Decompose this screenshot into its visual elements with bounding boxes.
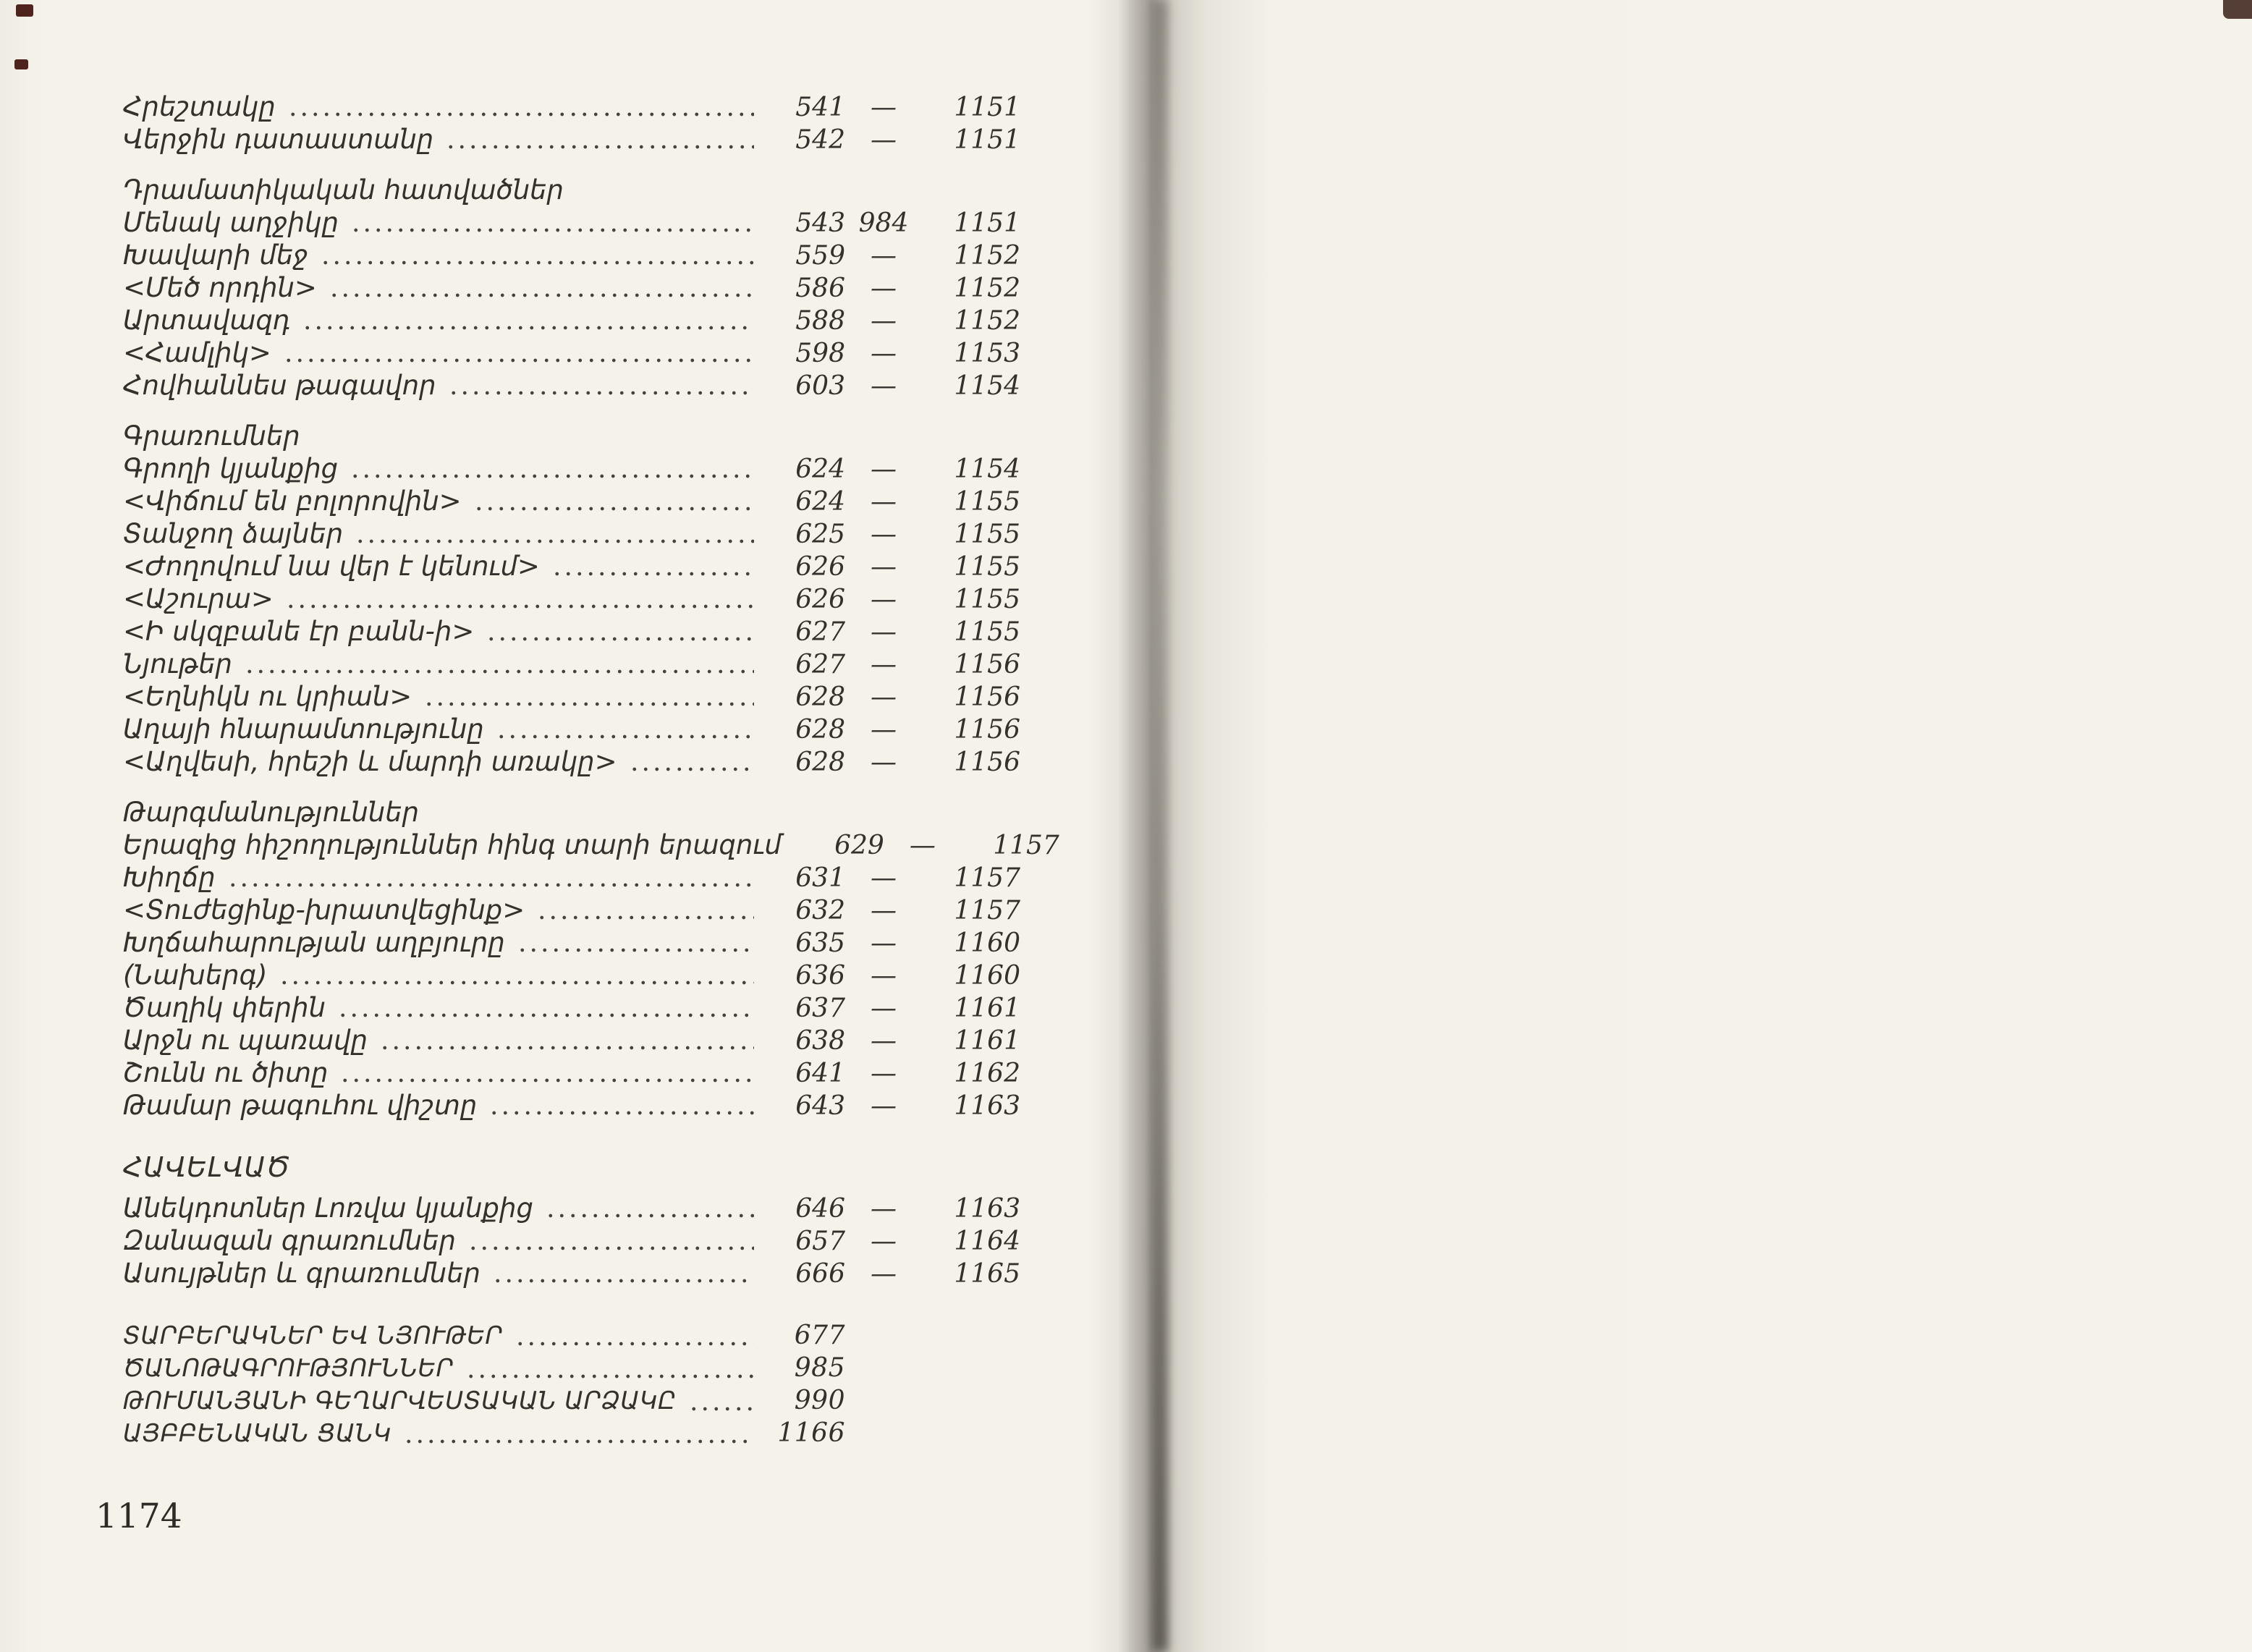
book-gutter-shadow-core [1152, 0, 1168, 1652]
toc-list [123, 91, 1059, 1451]
toc-notes-page-number: 1157 [954, 896, 1020, 925]
toc-entry [123, 583, 1020, 616]
toc-page-number: 646 [795, 1194, 845, 1224]
toc-page-number: 637 [795, 994, 845, 1023]
toc-page-number: 542 [795, 125, 845, 155]
toc-entry-title: Թամար թագուհու վիշտը [123, 1090, 478, 1121]
dot-leader [517, 943, 754, 954]
toc-volume-page-number: — [871, 125, 897, 155]
toc-volume-page-number: — [871, 1026, 897, 1056]
dot-leader [227, 878, 754, 889]
toc-volume-page-number: — [871, 1091, 897, 1121]
toc-volume-page-number: — [871, 1194, 897, 1224]
toc-notes-page-number: 1151 [954, 208, 1020, 238]
toc-entry-title: Արտավազդ [123, 305, 291, 336]
dot-leader [320, 255, 754, 267]
toc-notes-page-number: 1155 [954, 487, 1020, 517]
dot-leader [285, 599, 754, 611]
corner-mark [14, 59, 28, 69]
toc-entry-title: Մենակ աղջիկը [123, 207, 339, 238]
toc-notes-page-number: 1163 [954, 1194, 1020, 1224]
toc-entry [123, 681, 1020, 713]
toc-notes-page-number: 1155 [954, 585, 1020, 614]
toc-notes-page-number: 1156 [954, 650, 1020, 679]
dot-leader [445, 140, 754, 151]
toc-entry-title: Արջն ու պառավը [123, 1025, 368, 1056]
toc-entry [123, 648, 1020, 681]
toc-entry-title: <Ժողովում նա վեր է կենում> [123, 551, 540, 582]
toc-volume-page-number: 984 [858, 208, 909, 238]
toc-page-number: 626 [795, 585, 845, 614]
page-number: 1174 [96, 1496, 182, 1536]
toc-page-number: 677 [794, 1321, 845, 1350]
dot-leader [496, 729, 754, 741]
toc-entry-title: <Համլիկ> [123, 337, 271, 368]
toc-notes-page-number: 1154 [954, 454, 1020, 484]
toc-notes-page-number: 1156 [954, 715, 1020, 745]
toc-volume-page-number: — [871, 896, 897, 925]
toc-entry [123, 1386, 1020, 1418]
toc-page-number: 628 [795, 715, 845, 745]
toc-volume-page-number: — [871, 487, 897, 517]
toc-page-number: 985 [794, 1353, 845, 1383]
toc-volume-page-number: — [871, 994, 897, 1023]
toc-volume-page-number: — [871, 241, 897, 271]
toc-entry [123, 370, 1020, 402]
toc-page-number: 638 [795, 1026, 845, 1056]
toc-entry-title: Դրամատիկական հատվածներ [123, 174, 564, 206]
toc-entry [123, 1353, 1020, 1386]
dot-leader [337, 1008, 754, 1020]
dot-leader [350, 223, 754, 234]
toc-entry-title: Հրեշտակը [123, 91, 276, 122]
dot-leader [244, 664, 754, 676]
toc-volume-page-number: — [871, 306, 897, 336]
toc-entry-title: <Աղվեսի, հրեշի և մարդի առակը> [123, 746, 617, 777]
toc-notes-page-number: 1155 [954, 552, 1020, 582]
dot-leader [379, 1041, 754, 1052]
toc-entry [123, 829, 1059, 862]
toc-volume-page-number: — [871, 863, 897, 893]
toc-entry-title: <Եղնիկն ու կրիան> [123, 681, 412, 712]
toc-notes-page-number: 1161 [954, 1026, 1020, 1056]
toc-entry-title: <Աշուրա> [123, 583, 274, 614]
toc-volume-page-number: — [871, 961, 897, 991]
toc-entry [123, 272, 1020, 305]
toc-notes-page-number: 1151 [954, 93, 1020, 122]
toc-page-number: 636 [795, 961, 845, 991]
toc-page-number: 541 [795, 93, 845, 122]
toc-page-number: 625 [795, 520, 845, 549]
dot-leader [448, 386, 754, 397]
toc-entry-title: Երազից հիշողություններ հինգ տարի երազում [123, 829, 782, 860]
toc-page-number: 586 [795, 274, 845, 303]
toc-notes-page-number: 1162 [954, 1059, 1020, 1088]
toc-entry [123, 862, 1020, 894]
toc-entry-title: Խավարի մեջ [123, 240, 308, 271]
toc-page-number: 628 [795, 747, 845, 777]
dot-leader [423, 697, 754, 708]
toc-volume-page-number: — [871, 1059, 897, 1088]
toc-volume-page-number: — [871, 650, 897, 679]
toc-entry [123, 927, 1020, 960]
toc-entry-title: Խղճահարության աղբյուրը [123, 927, 505, 958]
toc-page-number: 543 [795, 208, 845, 238]
toc-entry-title: Աղայի հնարամտությունը [123, 713, 484, 745]
toc-volume-page-number: — [871, 339, 897, 368]
toc-entry-title: <Մեծ որդին> [123, 272, 317, 303]
toc-entry [123, 1258, 1020, 1290]
dot-leader [488, 1106, 754, 1117]
toc-page-number: 598 [795, 339, 845, 368]
toc-entry [123, 1193, 1020, 1225]
toc-volume-page-number: — [871, 715, 897, 745]
toc-entry-title: <Տուժեցինք-խրատվեցինք> [123, 894, 525, 925]
toc-entry [123, 746, 1020, 779]
dot-leader [403, 1434, 754, 1446]
toc-notes-page-number: 1157 [954, 863, 1020, 893]
dot-leader [515, 1337, 754, 1348]
toc-page-number: 635 [795, 928, 845, 958]
toc-notes-page-number: 1152 [954, 306, 1020, 336]
toc-volume-page-number: — [871, 585, 897, 614]
toc-entry [123, 518, 1020, 551]
dot-leader [486, 632, 754, 643]
toc-page-number: 990 [794, 1386, 845, 1415]
toc-notes-page-number: 1160 [954, 961, 1020, 991]
toc-entry [123, 91, 1020, 124]
toc-entry-title: <Վիճում են բոլորովին> [123, 486, 462, 517]
toc-entry-title: Գրառումներ [123, 420, 300, 452]
toc-section-heading [123, 420, 1020, 453]
toc-section-heading [123, 797, 1020, 829]
toc-page-number: 657 [795, 1227, 845, 1256]
toc-page-number: 588 [795, 306, 845, 336]
dot-leader [688, 1402, 754, 1413]
dot-leader [355, 534, 754, 546]
toc-notes-page-number: 1157 [993, 831, 1059, 860]
toc-entry [123, 992, 1020, 1025]
toc-entry-title: Տանջող ձայներ [123, 518, 344, 549]
book-gutter-shadow [1089, 0, 1277, 1652]
dot-leader [545, 1208, 754, 1220]
toc-page-number: 643 [795, 1091, 845, 1121]
toc-notes-page-number: 1164 [954, 1227, 1020, 1256]
toc-volume-page-number: — [871, 454, 897, 484]
dot-leader [465, 1369, 754, 1381]
toc-volume-page-number: — [871, 928, 897, 958]
toc-page-number: 629 [834, 831, 884, 860]
toc-page-number: 603 [795, 371, 845, 401]
toc-entry [123, 894, 1020, 927]
toc-entry-title: Խիղճը [123, 862, 216, 893]
toc-page-number: 627 [795, 650, 845, 679]
toc-entry-title: ՀԱՎԵԼՎԱԾ [123, 1151, 291, 1183]
toc-volume-page-number: — [909, 831, 936, 860]
dot-leader [339, 1073, 754, 1085]
toc-entry [123, 453, 1020, 486]
toc-entry [123, 305, 1020, 337]
dot-leader [536, 910, 754, 922]
toc-entry-title: ՏԱՐԲԵՐԱԿՆԵՐ ԵՎ ՆՅՈՒԹԵՐ [123, 1321, 503, 1350]
toc-volume-page-number: — [871, 1227, 897, 1256]
toc-entry [123, 240, 1020, 272]
toc-notes-page-number: 1153 [954, 339, 1020, 368]
toc-notes-page-number: 1155 [954, 617, 1020, 647]
toc-notes-page-number: 1161 [954, 994, 1020, 1023]
toc-volume-page-number: — [871, 274, 897, 303]
dot-leader [473, 501, 754, 513]
toc-entry [123, 124, 1020, 156]
toc-entry-title: ԾԱՆՈԹԱԳՐՈՒԹՅՈՒՆՆԵՐ [123, 1354, 454, 1383]
toc-entry [123, 960, 1020, 992]
dot-leader [350, 469, 754, 480]
toc-entry-title: ԹՈՒՄԱՆՅԱՆԻ ԳԵՂԱՐՎԵՍՏԱԿԱՆ ԱՐՁԱԿԸ [123, 1386, 677, 1415]
toc-entry-title: Ասույթներ և գրառումներ [123, 1258, 481, 1289]
toc-notes-page-number: 1154 [954, 371, 1020, 401]
toc-notes-page-number: 1151 [954, 125, 1020, 155]
toc-entry [123, 551, 1020, 583]
toc-page-number: 641 [795, 1059, 845, 1088]
toc-entry-title: (Նախերգ) [123, 960, 268, 991]
toc-entry [123, 713, 1020, 746]
toc-notes-page-number: 1152 [954, 241, 1020, 271]
toc-volume-page-number: — [871, 93, 897, 122]
toc-entry [123, 1321, 1020, 1353]
toc-volume-page-number: — [871, 1259, 897, 1289]
toc-page-number: 559 [795, 241, 845, 271]
toc-volume-page-number: — [871, 617, 897, 647]
toc-entry [123, 486, 1020, 518]
toc-entry [123, 616, 1020, 648]
toc-page-number: 626 [795, 552, 845, 582]
toc-volume-page-number: — [871, 682, 897, 712]
toc-page-number: 631 [795, 863, 845, 893]
dot-leader [492, 1274, 754, 1285]
toc-notes-page-number: 1152 [954, 274, 1020, 303]
toc-notes-page-number: 1160 [954, 928, 1020, 958]
toc-page-number: 1166 [777, 1418, 845, 1448]
toc-entry-title: <Ի սկզբանե էր բանն-ի> [123, 616, 475, 647]
toc-volume-page-number: — [871, 747, 897, 777]
toc-entry-title: Շունն ու ծիտը [123, 1057, 329, 1088]
toc-entry [123, 1090, 1020, 1122]
corner-mark [2223, 0, 2252, 19]
toc-page-number: 628 [795, 682, 845, 712]
toc-volume-page-number: — [871, 520, 897, 549]
dot-leader [329, 288, 754, 300]
toc-entry [123, 337, 1020, 370]
toc-section-heading [123, 1151, 1020, 1184]
toc-volume-page-number: — [871, 552, 897, 582]
dot-leader [302, 321, 754, 332]
right-page [1129, 0, 2252, 1652]
toc-page-number: 627 [795, 617, 845, 647]
toc-entry-title: Թարգմանություններ [123, 797, 420, 828]
toc-entry [123, 1225, 1020, 1258]
toc-entry [123, 1418, 1020, 1451]
toc-page-number: 666 [795, 1259, 845, 1289]
dot-leader [551, 567, 754, 578]
toc-section-heading [123, 174, 1020, 207]
toc-entry-title: ԱՅԲԲԵՆԱԿԱՆ ՑԱՆԿ [123, 1419, 392, 1448]
toc-volume-page-number: — [871, 371, 897, 401]
toc-page-number: 624 [795, 487, 845, 517]
toc-entry-title: Զանազան գրառումներ [123, 1225, 456, 1256]
dot-leader [467, 1241, 754, 1253]
toc-entry-title: Անեկդոտներ Լոռվա կյանքից [123, 1193, 533, 1224]
toc-page-number: 624 [795, 454, 845, 484]
dot-leader [287, 107, 754, 119]
toc-notes-page-number: 1165 [954, 1259, 1020, 1289]
corner-mark [16, 4, 33, 17]
toc-notes-page-number: 1156 [954, 682, 1020, 712]
dot-leader [629, 762, 754, 774]
dot-leader [283, 353, 754, 365]
toc-notes-page-number: 1156 [954, 747, 1020, 777]
toc-entry-title: Վերջին դատաստանը [123, 124, 434, 155]
dot-leader [279, 975, 754, 987]
toc-notes-page-number: 1163 [954, 1091, 1020, 1121]
toc-notes-page-number: 1155 [954, 520, 1020, 549]
toc-page-number: 632 [795, 896, 845, 925]
toc-entry [123, 1025, 1020, 1057]
toc-entry-title: Հովհաննես թագավոր [123, 370, 436, 401]
toc-entry-title: Ծաղիկ փերին [123, 992, 326, 1023]
toc-entry-title: Նյութեր [123, 648, 232, 679]
toc-entry [123, 207, 1020, 240]
toc-entry-title: Գրողի կյանքից [123, 453, 339, 484]
toc-entry [123, 1057, 1020, 1090]
